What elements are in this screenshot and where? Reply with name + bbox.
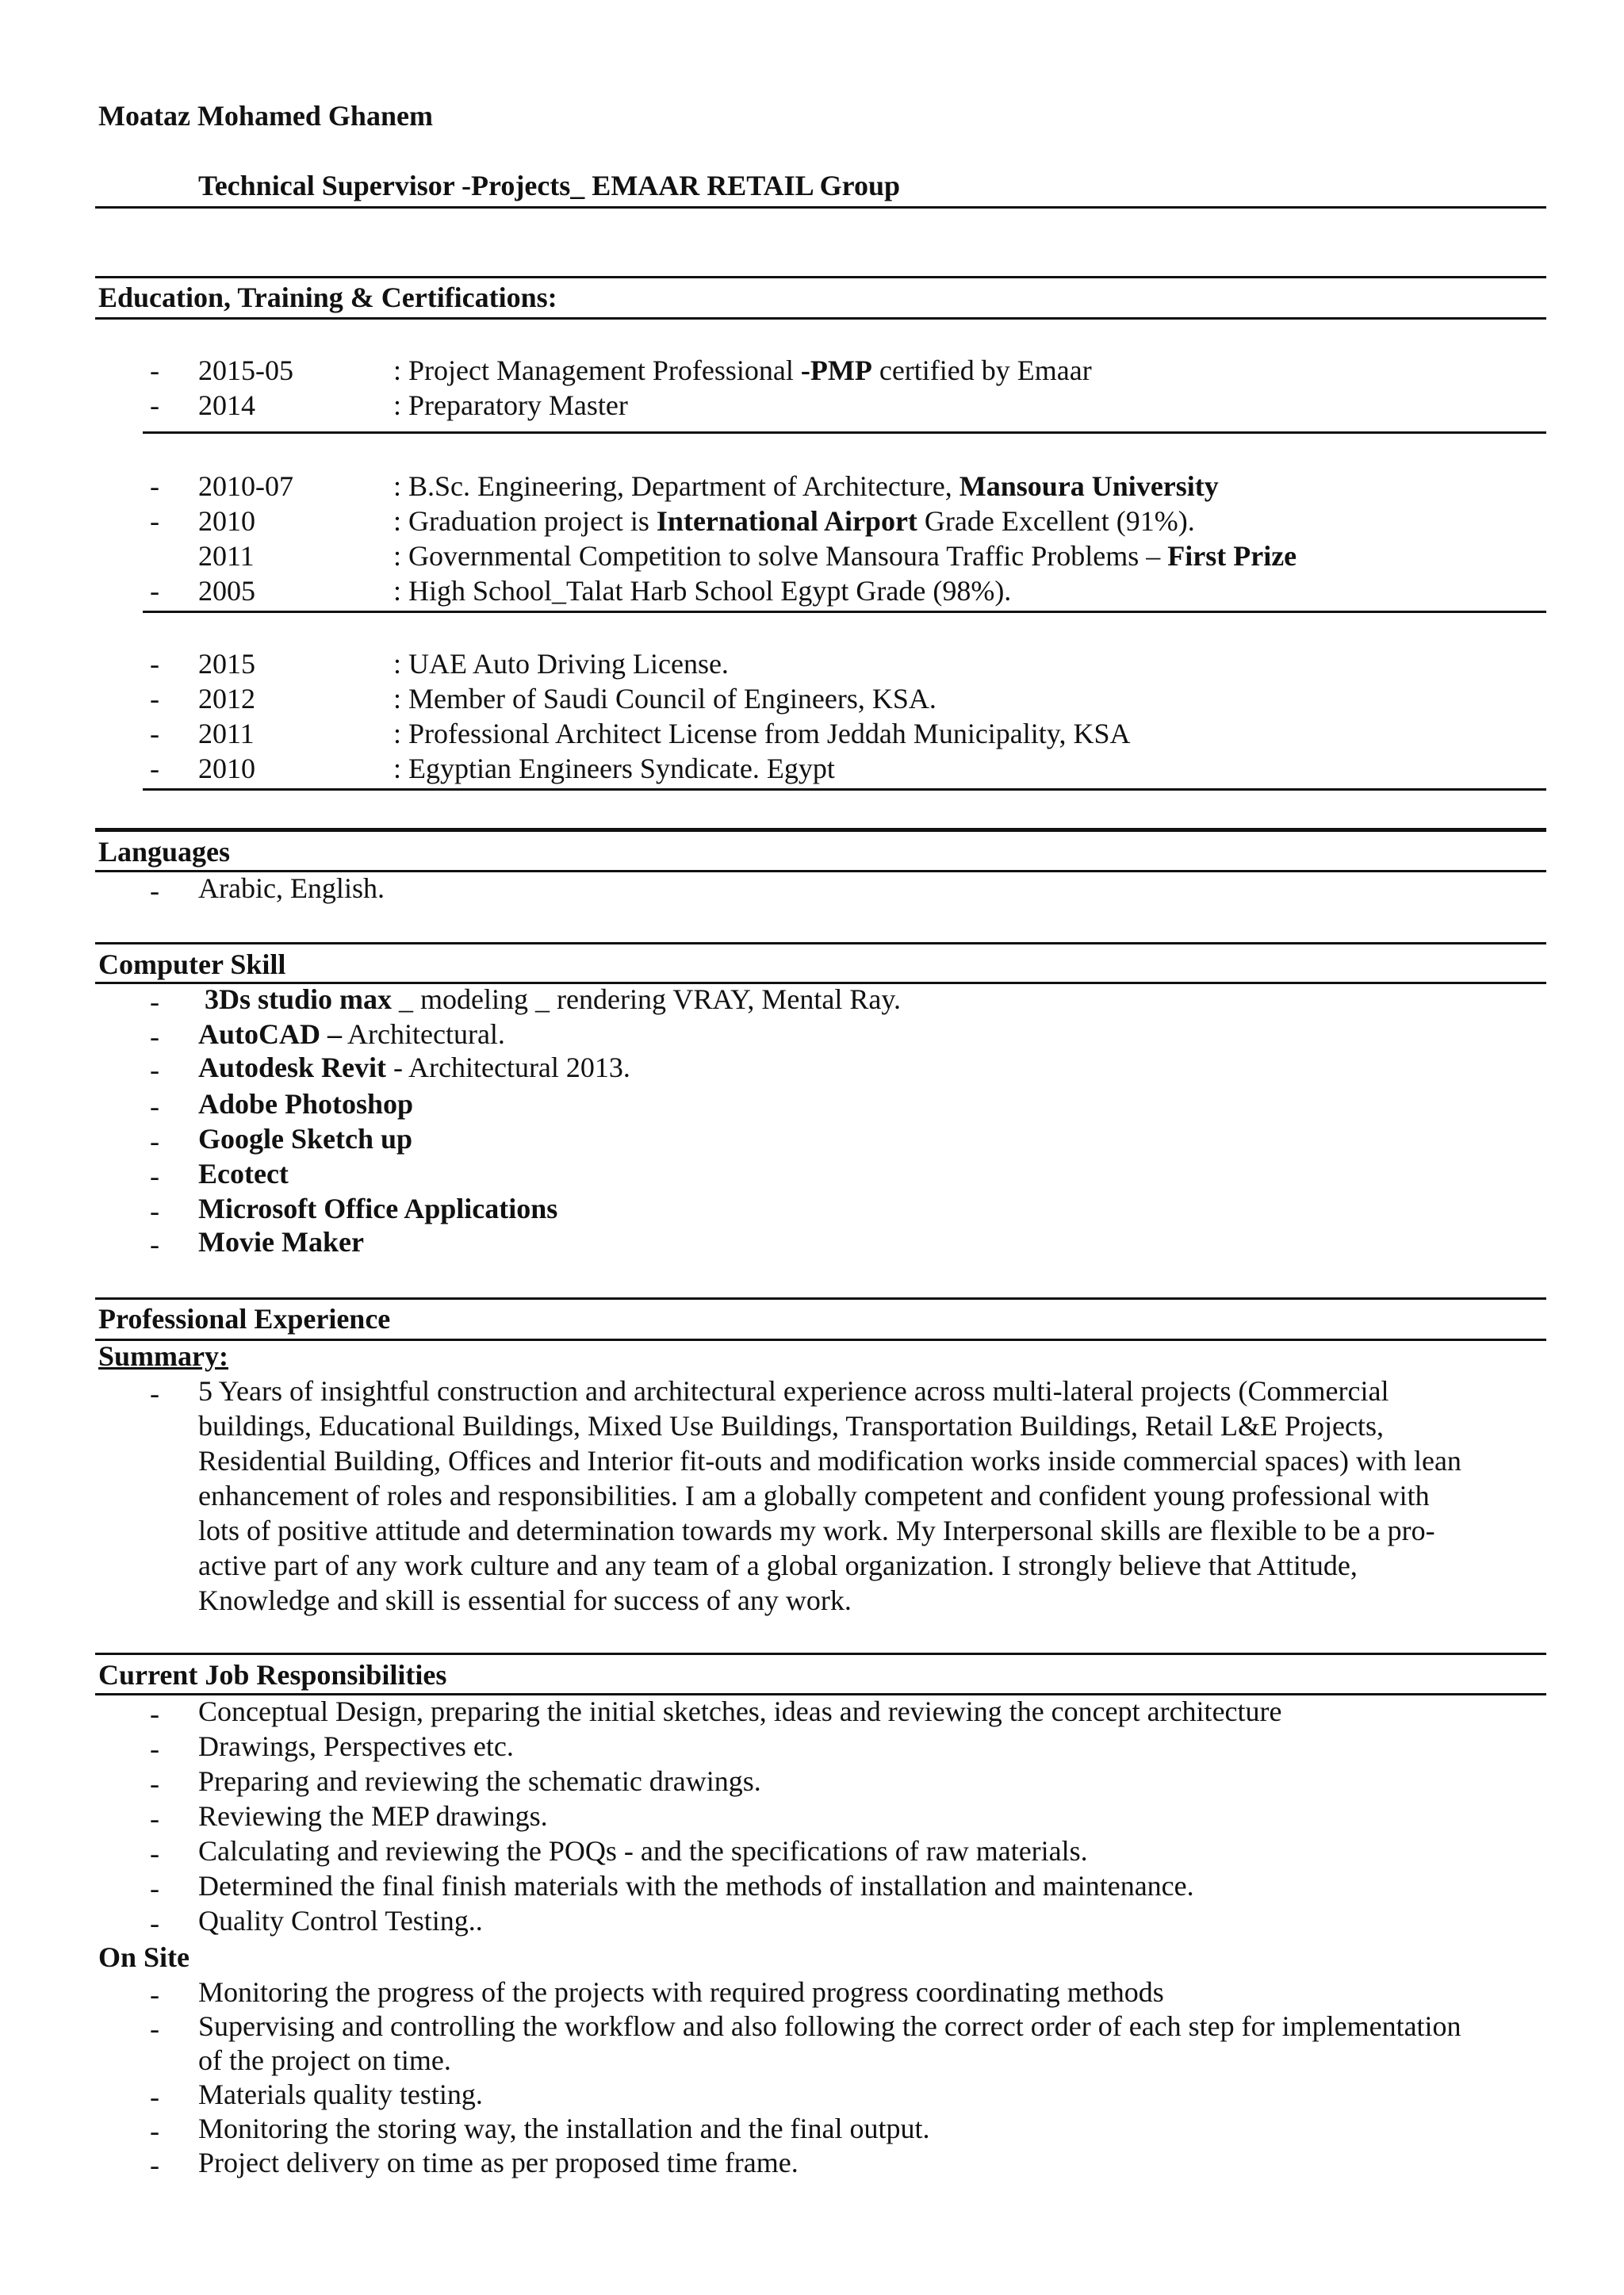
bullet-dash: - bbox=[150, 1907, 159, 1939]
responsibility-item: Determined the final finish materials with the methods of installation and maintenance. bbox=[198, 1870, 1194, 1902]
skill-name: 3Ds studio max bbox=[205, 983, 393, 1015]
bullet-dash: - bbox=[150, 2115, 159, 2147]
entry-date: 2010-07 bbox=[198, 470, 293, 502]
entry-description bbox=[393, 389, 628, 422]
entry-highlight: First Prize bbox=[1167, 540, 1297, 572]
entry-highlight: International Airport bbox=[656, 505, 917, 537]
bullet-dash: - bbox=[150, 648, 159, 680]
skill-item bbox=[198, 1159, 289, 1188]
entry-description bbox=[393, 752, 835, 785]
education-row bbox=[0, 354, 1624, 385]
entry-description bbox=[393, 504, 1195, 538]
education-row bbox=[0, 539, 1624, 571]
skill-name: Microsoft Office Applications bbox=[198, 1193, 558, 1224]
divider bbox=[95, 942, 1546, 944]
bullet-dash: - bbox=[150, 354, 159, 386]
on-site-item: of the project on time. bbox=[198, 2044, 451, 2076]
summary-line: enhancement of roles and responsibilities. I am a globally competent and confident young professional with bbox=[198, 1480, 1430, 1511]
skill-item bbox=[198, 1228, 364, 1256]
bullet-dash: - bbox=[150, 875, 159, 906]
entry-text: : Graduation project is bbox=[393, 505, 657, 537]
entry-date: 2005 bbox=[198, 575, 255, 607]
bullet-dash: - bbox=[150, 718, 159, 749]
education-heading: Education, Training & Certifications: bbox=[98, 282, 557, 313]
entry-date: 2012 bbox=[198, 683, 255, 715]
bullet-dash: - bbox=[150, 1377, 159, 1409]
skill-item bbox=[198, 1125, 412, 1153]
entry-highlight: Mansoura University bbox=[959, 470, 1219, 502]
summary-label: Summary: bbox=[98, 1340, 228, 1372]
skill-detail: _ modeling _ rendering VRAY, Mental Ray. bbox=[392, 983, 901, 1015]
divider bbox=[95, 828, 1546, 832]
bullet-dash: - bbox=[150, 2149, 159, 2181]
education-row bbox=[0, 389, 1624, 420]
bullet-dash: - bbox=[150, 1979, 159, 2010]
bullet-dash: - bbox=[150, 1090, 159, 1122]
education-row bbox=[0, 682, 1624, 714]
skill-item bbox=[205, 985, 901, 1013]
skill-item bbox=[198, 1090, 413, 1118]
education-row bbox=[0, 717, 1624, 749]
entry-text: : Member of Saudi Council of Engineers, KSA. bbox=[393, 683, 936, 715]
entry-description bbox=[393, 539, 1297, 573]
bullet-dash: - bbox=[150, 2013, 159, 2044]
skill-name: Autodesk Revit bbox=[198, 1052, 387, 1083]
divider bbox=[143, 788, 1546, 791]
entry-description bbox=[393, 717, 1130, 750]
entry-text: : Preparatory Master bbox=[393, 389, 628, 421]
education-row bbox=[0, 504, 1624, 536]
entry-text: certified by Emaar bbox=[871, 354, 1092, 386]
bullet-dash: - bbox=[150, 2081, 159, 2113]
languages-heading: Languages bbox=[98, 836, 231, 868]
entry-text: : Governmental Competition to solve Mansoura Traffic Problems – bbox=[393, 540, 1168, 572]
summary-line: lots of positive attitude and determination towards my work. My Interpersonal skills are flexible to be a pro- bbox=[198, 1515, 1435, 1546]
bullet-dash: - bbox=[150, 1837, 159, 1869]
education-row bbox=[0, 469, 1624, 501]
education-row bbox=[0, 647, 1624, 679]
on-site-item: Monitoring the progress of the projects with required progress coordinating methods bbox=[198, 1976, 1164, 2008]
skill-item bbox=[198, 1020, 505, 1048]
entry-highlight: -PMP bbox=[800, 354, 872, 386]
divider bbox=[95, 276, 1546, 278]
skill-name: AutoCAD – bbox=[198, 1018, 343, 1050]
bullet-dash: - bbox=[150, 753, 159, 784]
bullet-dash: - bbox=[150, 470, 159, 502]
bullet-dash: - bbox=[150, 1872, 159, 1904]
bullet-dash: - bbox=[150, 1698, 159, 1730]
education-row bbox=[0, 574, 1624, 606]
responsibility-item: Conceptual Design, preparing the initial sketches, ideas and reviewing the concept architecture bbox=[198, 1695, 1282, 1727]
bullet-dash: - bbox=[150, 505, 159, 537]
on-site-item: Materials quality testing. bbox=[198, 2079, 483, 2110]
summary-line: Knowledge and skill is essential for success of any work. bbox=[198, 1584, 852, 1616]
skill-name: Ecotect bbox=[198, 1158, 289, 1190]
on-site-item: Monitoring the storing way, the installation and the final output. bbox=[198, 2113, 930, 2144]
entry-date: 2015-05 bbox=[198, 354, 293, 386]
current-job-heading: Current Job Responsibilities bbox=[98, 1659, 447, 1691]
skill-name: Adobe Photoshop bbox=[198, 1088, 414, 1120]
divider bbox=[95, 317, 1546, 320]
current-position: Technical Supervisor -Projects_ EMAAR RETAIL Group bbox=[198, 170, 901, 201]
entry-text: : High School_Talat Harb School Egypt Grade (98%). bbox=[393, 575, 1012, 607]
skill-detail: - Architectural 2013. bbox=[386, 1052, 630, 1083]
skill-name: Movie Maker bbox=[198, 1226, 364, 1258]
entry-description bbox=[393, 469, 1219, 503]
entry-text: : Project Management Professional bbox=[393, 354, 801, 386]
divider bbox=[143, 611, 1546, 613]
skill-item bbox=[198, 1194, 557, 1223]
bullet-dash: - bbox=[150, 1021, 159, 1052]
bullet-dash: - bbox=[150, 389, 159, 421]
entry-text: : B.Sc. Engineering, Department of Architecture, bbox=[393, 470, 959, 502]
divider bbox=[143, 431, 1546, 434]
bullet-dash: - bbox=[150, 1733, 159, 1764]
responsibility-item: Quality Control Testing.. bbox=[198, 1905, 483, 1937]
responsibility-item: Drawings, Perspectives etc. bbox=[198, 1730, 514, 1762]
bullet-dash: - bbox=[150, 1228, 159, 1260]
bullet-dash: - bbox=[150, 575, 159, 607]
entry-text: : UAE Auto Driving License. bbox=[393, 648, 729, 680]
on-site-item: Supervising and controlling the workflow and also following the correct order of each step for implementation bbox=[198, 2010, 1461, 2042]
education-row bbox=[0, 752, 1624, 784]
skill-name: Google Sketch up bbox=[198, 1123, 413, 1155]
entry-date: 2011 bbox=[198, 718, 255, 749]
bullet-dash: - bbox=[150, 986, 159, 1017]
on-site-item: Project delivery on time as per proposed time frame. bbox=[198, 2147, 799, 2178]
entry-description bbox=[393, 647, 729, 680]
entry-description bbox=[393, 574, 1011, 607]
bullet-dash: - bbox=[150, 1803, 159, 1834]
skill-item bbox=[198, 1053, 630, 1082]
entry-date: 2015 bbox=[198, 648, 255, 680]
computer-skill-heading: Computer Skill bbox=[98, 948, 286, 980]
entry-description bbox=[393, 354, 1092, 387]
bullet-dash: - bbox=[150, 1125, 159, 1157]
entry-date: 2014 bbox=[198, 389, 255, 421]
divider bbox=[95, 206, 1546, 209]
bullet-dash: - bbox=[150, 1195, 159, 1227]
responsibility-item: Preparing and reviewing the schematic drawings. bbox=[198, 1765, 761, 1797]
on-site-heading: On Site bbox=[98, 1941, 190, 1973]
entry-text: : Professional Architect License from Jeddah Municipality, KSA bbox=[393, 718, 1131, 749]
divider bbox=[95, 1339, 1546, 1341]
entry-date: 2011 bbox=[198, 540, 255, 572]
entry-date: 2010 bbox=[198, 753, 255, 784]
bullet-dash: - bbox=[150, 683, 159, 715]
responsibility-item: Reviewing the MEP drawings. bbox=[198, 1800, 548, 1832]
language-item: Arabic, English. bbox=[198, 872, 385, 904]
entry-date: 2010 bbox=[198, 505, 255, 537]
entry-text: Grade Excellent (91%). bbox=[917, 505, 1195, 537]
bullet-dash: - bbox=[150, 1768, 159, 1799]
responsibility-item: Calculating and reviewing the POQs - and the specifications of raw materials. bbox=[198, 1835, 1088, 1867]
candidate-name: Moataz Mohamed Ghanem bbox=[98, 100, 433, 132]
skill-detail: Architectural. bbox=[342, 1018, 505, 1050]
summary-line: 5 Years of insightful construction and architectural experience across multi-lateral projects (Commercial bbox=[198, 1375, 1389, 1407]
entry-description bbox=[393, 682, 936, 715]
divider bbox=[95, 1653, 1546, 1655]
entry-text: : Egyptian Engineers Syndicate. Egypt bbox=[393, 753, 835, 784]
experience-heading: Professional Experience bbox=[98, 1303, 391, 1335]
summary-line: Residential Building, Offices and Interior fit-outs and modification works inside commercial spaces) with lean bbox=[198, 1445, 1461, 1477]
summary-line: buildings, Educational Buildings, Mixed Use Buildings, Transportation Buildings, Retail L&E Projects, bbox=[198, 1410, 1384, 1442]
divider bbox=[95, 1297, 1546, 1300]
bullet-dash: - bbox=[150, 1054, 159, 1086]
bullet-dash: - bbox=[150, 1160, 159, 1192]
summary-line: active part of any work culture and any team of a global organization. I strongly believe that Attitude, bbox=[198, 1550, 1358, 1581]
